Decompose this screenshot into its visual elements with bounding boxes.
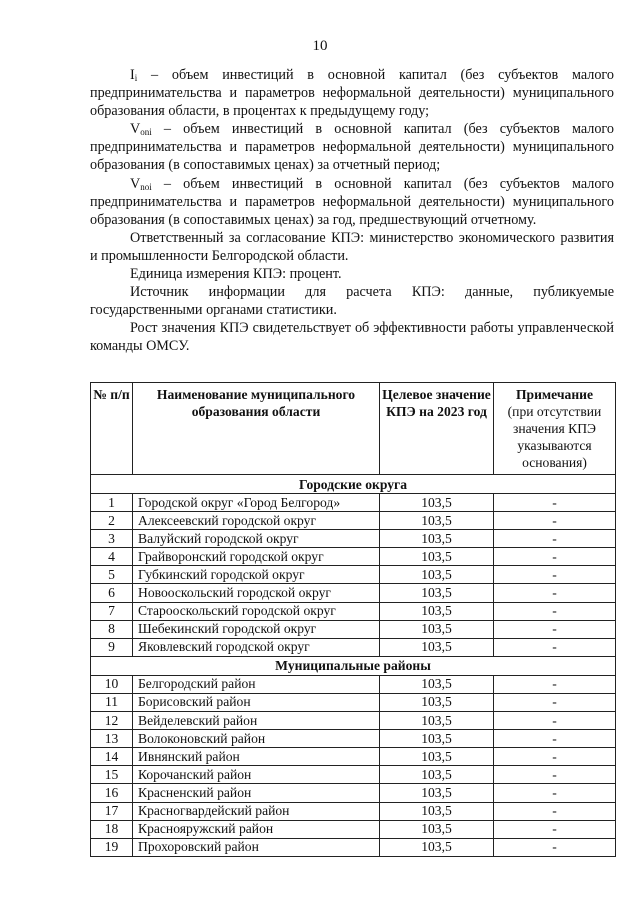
section-title: Муниципальные районы xyxy=(91,656,616,675)
row-name: Красненский район xyxy=(133,784,380,802)
row-note: - xyxy=(494,675,616,693)
row-note: - xyxy=(494,802,616,820)
row-name: Новооскольский городской округ xyxy=(133,584,380,602)
header-name: Наименование муниципального образования области xyxy=(133,383,380,475)
row-number: 3 xyxy=(91,530,133,548)
row-name: Старооскольский городской округ xyxy=(133,602,380,620)
row-value: 103,5 xyxy=(380,712,494,730)
row-value: 103,5 xyxy=(380,784,494,802)
row-value: 103,5 xyxy=(380,548,494,566)
row-note: - xyxy=(494,530,616,548)
row-value: 103,5 xyxy=(380,675,494,693)
table-row xyxy=(91,693,616,711)
row-number: 17 xyxy=(91,802,133,820)
variable-symbol: V xyxy=(130,175,141,192)
row-value: 103,5 xyxy=(380,748,494,766)
paragraph-text: – объем инвестиций в основной капитал (без субъектов малого предпринимательства и параметров неформальной деятельности) муниципального образования области, в процентах к предыдущему году; xyxy=(90,67,614,120)
row-value: 103,5 xyxy=(380,838,494,856)
table-row xyxy=(91,766,616,784)
header-note xyxy=(494,383,616,475)
row-number: 10 xyxy=(91,675,133,693)
variable-symbol: I xyxy=(130,67,135,83)
row-name: Красногвардейский район xyxy=(133,802,380,820)
row-number: 13 xyxy=(91,730,133,748)
row-value: 103,5 xyxy=(380,530,494,548)
row-name: Губкинский городской округ xyxy=(133,566,380,584)
row-number: 4 xyxy=(91,548,133,566)
table-row xyxy=(91,494,616,512)
row-name: Алексеевский городской округ xyxy=(133,512,380,530)
page-number: 10 xyxy=(312,38,328,54)
table-row xyxy=(91,530,616,548)
row-name: Грайворонский городской округ xyxy=(133,548,380,566)
body-text xyxy=(90,66,614,356)
section-title: Городские округа xyxy=(91,475,616,494)
table-row xyxy=(91,620,616,638)
row-name: Волоконовский район xyxy=(133,730,380,748)
table-header-row xyxy=(91,383,616,475)
row-number: 19 xyxy=(91,838,133,856)
row-number: 14 xyxy=(91,748,133,766)
paragraph xyxy=(90,120,614,174)
variable-subscript: noi xyxy=(140,181,152,192)
row-number: 7 xyxy=(91,602,133,620)
paragraph xyxy=(90,175,614,229)
paragraph xyxy=(90,283,614,319)
row-number: 12 xyxy=(91,712,133,730)
variable-symbol: V xyxy=(130,121,141,138)
row-value: 103,5 xyxy=(380,512,494,530)
row-note: - xyxy=(494,820,616,838)
variable-subscript: oni xyxy=(140,127,152,138)
row-name: Краснояружский район xyxy=(133,820,380,838)
row-value: 103,5 xyxy=(380,494,494,512)
table-body xyxy=(91,475,616,857)
row-note: - xyxy=(494,548,616,566)
row-name: Вейделевский район xyxy=(133,712,380,730)
row-name: Ивнянский район xyxy=(133,748,380,766)
kpi-table xyxy=(90,382,616,857)
row-note: - xyxy=(494,620,616,638)
row-note: - xyxy=(494,784,616,802)
table-row xyxy=(91,820,616,838)
row-note: - xyxy=(494,748,616,766)
table-row xyxy=(91,566,616,584)
row-note: - xyxy=(494,566,616,584)
row-number: 16 xyxy=(91,784,133,802)
row-number: 11 xyxy=(91,693,133,711)
paragraph xyxy=(90,66,614,120)
row-name: Яковлевский городской округ xyxy=(133,638,380,656)
row-note: - xyxy=(494,712,616,730)
section-row xyxy=(91,475,616,494)
header-note-title: Примечание xyxy=(515,387,594,402)
row-name: Белгородский район xyxy=(133,675,380,693)
paragraph xyxy=(90,229,614,265)
table-row xyxy=(91,548,616,566)
paragraph xyxy=(90,265,614,283)
table-row xyxy=(91,584,616,602)
row-note: - xyxy=(494,602,616,620)
row-number: 8 xyxy=(91,620,133,638)
paragraph-text: Единица измерения КПЭ: процент. xyxy=(130,266,342,283)
row-note: - xyxy=(494,512,616,530)
row-note: - xyxy=(494,730,616,748)
row-value: 103,5 xyxy=(380,693,494,711)
row-number: 18 xyxy=(91,820,133,838)
row-name: Корочанский район xyxy=(133,766,380,784)
table-row xyxy=(91,784,616,802)
row-note: - xyxy=(494,693,616,711)
row-value: 103,5 xyxy=(380,802,494,820)
table-row xyxy=(91,748,616,766)
header-num: № п/п xyxy=(91,383,133,475)
header-value: Целевое значение КПЭ на 2023 год xyxy=(380,383,494,475)
row-number: 2 xyxy=(91,512,133,530)
paragraph-text: Ответственный за согласование КПЭ: министерство экономического развития и промышленности Белгородской области. xyxy=(90,229,614,264)
row-name: Борисовский район xyxy=(133,693,380,711)
row-value: 103,5 xyxy=(380,602,494,620)
row-number: 9 xyxy=(91,638,133,656)
row-name: Городской округ «Город Белгород» xyxy=(133,494,380,512)
row-note: - xyxy=(494,838,616,856)
table-row xyxy=(91,730,616,748)
row-note: - xyxy=(494,584,616,602)
row-value: 103,5 xyxy=(380,820,494,838)
row-note: - xyxy=(494,766,616,784)
row-number: 1 xyxy=(91,494,133,512)
row-number: 15 xyxy=(91,766,133,784)
paragraph-text: Источник информации для расчета КПЭ: данные, публикуемые государственными органами статистики. xyxy=(90,284,614,319)
row-name: Шебекинский городской округ xyxy=(133,620,380,638)
table-row xyxy=(91,675,616,693)
row-name: Валуйский городской округ xyxy=(133,530,380,548)
paragraph-text: – объем инвестиций в основной капитал (без субъектов малого предпринимательства и параметров неформальной деятельности) муниципального образования (в сопоставимых ценах) за отчетный период; xyxy=(90,121,614,174)
row-note: - xyxy=(494,494,616,512)
header-note-sub: (при отсутствии значения КПЭ указываются основания) xyxy=(507,404,602,470)
row-value: 103,5 xyxy=(380,584,494,602)
row-value: 103,5 xyxy=(380,766,494,784)
row-note: - xyxy=(494,638,616,656)
table-row xyxy=(91,638,616,656)
table-row xyxy=(91,512,616,530)
row-value: 103,5 xyxy=(380,730,494,748)
paragraph-text: – объем инвестиций в основной капитал (без субъектов малого предпринимательства и параметров неформальной деятельности) муниципального образования (в сопоставимых ценах) за год, предшествующий отчетному. xyxy=(90,175,614,228)
row-number: 5 xyxy=(91,566,133,584)
table-row xyxy=(91,838,616,856)
paragraph xyxy=(90,319,614,355)
row-number: 6 xyxy=(91,584,133,602)
row-name: Прохоровский район xyxy=(133,838,380,856)
row-value: 103,5 xyxy=(380,566,494,584)
variable-subscript: i xyxy=(134,73,138,83)
table-row xyxy=(91,602,616,620)
paragraph-text: Рост значения КПЭ свидетельствует об эффективности работы управленческой команды ОМСУ. xyxy=(90,320,614,355)
row-value: 103,5 xyxy=(380,638,494,656)
row-value: 103,5 xyxy=(380,620,494,638)
table-row xyxy=(91,712,616,730)
section-row xyxy=(91,656,616,675)
table-row xyxy=(91,802,616,820)
